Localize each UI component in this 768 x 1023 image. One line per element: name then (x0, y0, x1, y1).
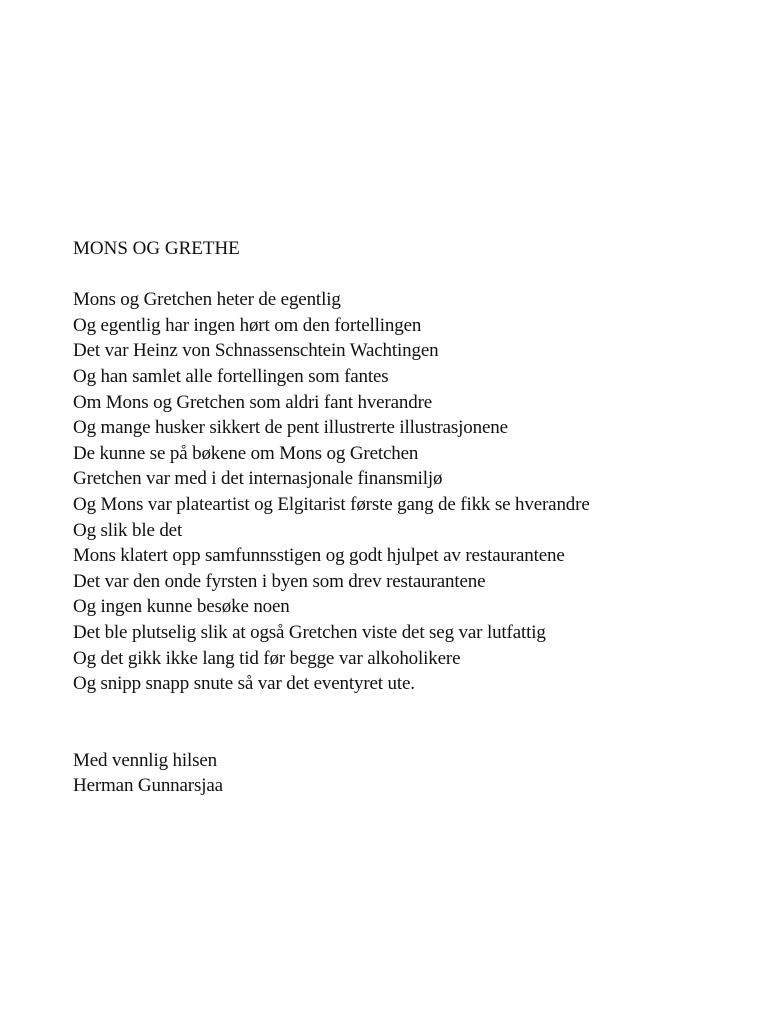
document-title: MONS OG GRETHE (73, 238, 240, 259)
poem-line: Og Mons var plateartist og Elgitarist første gang de fikk se hverandre (73, 493, 590, 515)
poem-line: Mons og Gretchen heter de egentlig (73, 289, 341, 311)
closing-block (73, 748, 733, 799)
poem-line: Og mange husker sikkert de pent illustrerte illustrasjonene (73, 417, 508, 439)
closing-greeting: Med vennlig hilsen (73, 749, 218, 771)
document-body (73, 236, 733, 799)
poem-line: Det var den onde fyrsten i byen som drev restaurantene (73, 570, 486, 592)
poem-line: Det var Heinz von Schnassenschtein Wachtingen (73, 340, 439, 362)
poem-line: Og det gikk ikke lang tid før begge var alkoholikere (73, 647, 461, 669)
poem-line: Gretchen var med i det internasjonale finansmiljø (73, 468, 443, 490)
poem-text (73, 287, 733, 697)
poem-line: Om Mons og Gretchen som aldri fant hverandre (73, 391, 433, 413)
poem-line: Og slik ble det (73, 519, 183, 541)
author-signature: Herman Gunnarsjaa (73, 775, 223, 797)
poem-line: De kunne se på bøkene om Mons og Gretchen (73, 442, 419, 464)
poem-line: Og han samlet alle fortellingen som fantes (73, 365, 389, 387)
poem-line: Og egentlig har ingen hørt om den fortellingen (73, 314, 422, 336)
poem-line: Og snipp snapp snute så var det eventyret ute. (73, 673, 415, 695)
poem-line: Og ingen kunne besøke noen (73, 596, 290, 618)
poem-line: Det ble plutselig slik at også Gretchen viste det seg var lutfattig (73, 621, 546, 643)
poem-line: Mons klatert opp samfunnsstigen og godt hjulpet av restaurantene (73, 545, 565, 567)
